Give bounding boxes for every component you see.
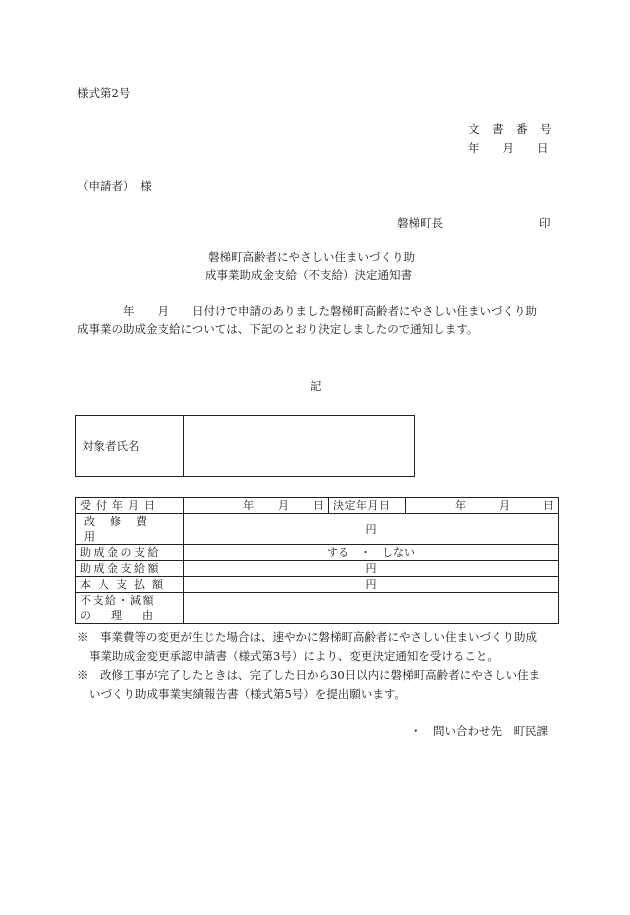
- table-row: [76, 577, 559, 593]
- title-line-1: 磐梯町高齢者にやさしい住まいづくり助: [208, 250, 415, 264]
- subsidy-payment-value[interactable]: する ・ しない: [184, 545, 559, 561]
- target-name-label: 対象者氏名: [82, 439, 140, 453]
- subsidy-amount-value[interactable]: 円: [184, 561, 559, 577]
- date-label: 年 月 日: [468, 141, 549, 155]
- seal-mark: 印: [539, 216, 551, 230]
- issuer-name: 磐梯町長: [397, 216, 443, 230]
- subsidy-payment-label: 助成金の支給: [76, 545, 184, 561]
- receipt-date-value[interactable]: 年 月 日: [184, 498, 329, 514]
- reason-value[interactable]: [184, 593, 559, 624]
- target-person-table: [75, 415, 415, 477]
- contact-info: ・ 問い合わせ先 町民課: [410, 724, 548, 738]
- title-line-2: 成事業助成金支給（不支給）決定通知書: [205, 268, 412, 282]
- subsidy-amount-label: 助成金支給額: [76, 561, 184, 577]
- self-payment-value[interactable]: 円: [184, 577, 559, 593]
- target-name-value[interactable]: [184, 416, 415, 477]
- table-row: [76, 593, 559, 624]
- body-line-1: 年 月 日付けで申請のありました磐梯町高齢者にやさしい住まいづくり助: [123, 304, 537, 318]
- self-payment-label: 本人支払額: [76, 577, 184, 593]
- note-1-line-2: 事業助成金変更承認申請書（様式第3号）により、変更決定通知を受けること。: [89, 649, 499, 663]
- note-2-line-2: いづくり助成事業実績報告書（様式第5号）を提出願います。: [89, 687, 406, 701]
- target-name-label-cell: [76, 416, 184, 477]
- note-2-line-1: ※ 改修工事が完了したときは、完了した日から30日以内に磐梯町高齢者にやさしい住ま: [77, 668, 541, 682]
- applicant-name: （申請者） 様: [77, 179, 152, 193]
- note-1-line-1: ※ 事業費等の変更が生じた場合は、速やかに磐梯町高齢者にやさしい住まいづくり助成: [77, 630, 537, 644]
- table-row: [76, 561, 559, 577]
- decision-date-value[interactable]: 年 月 日: [406, 498, 559, 514]
- table-row: [76, 545, 559, 561]
- receipt-date-label: 受付年月日: [76, 498, 184, 514]
- table-row: [76, 514, 559, 545]
- body-line-2: 成事業の助成金支給については、下記のとおり決定しましたので通知します。: [77, 322, 479, 336]
- renovation-cost-label: 改修費用: [76, 514, 184, 545]
- form-number: 様式第2号: [77, 86, 131, 100]
- receipt-date-row: [76, 498, 559, 514]
- ki-heading: 記: [310, 379, 322, 393]
- reason-label: 不支給・減額 の理由: [76, 593, 184, 624]
- details-table: [75, 497, 559, 624]
- document-number-label: 文 書 番 号: [468, 122, 552, 136]
- decision-date-label: 決定年月日: [329, 498, 406, 514]
- renovation-cost-value[interactable]: 円: [184, 514, 559, 545]
